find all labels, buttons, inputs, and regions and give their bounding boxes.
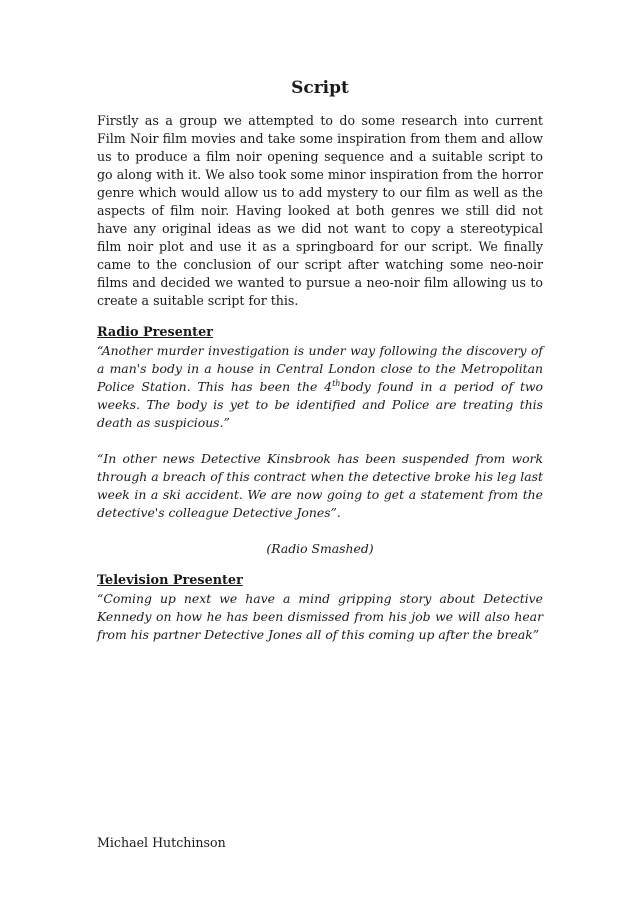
radio-presenter-heading: Radio Presenter — [97, 325, 213, 340]
television-presenter-heading: Television Presenter — [97, 573, 243, 588]
television-quote: “Coming up next we have a mind gripping story about Detective Kennedy on how he has been dismissed from his job we will also hear from his partner Detective Jones all of this coming up after the break” — [97, 591, 543, 642]
footer-author: Michael Hutchinson — [97, 835, 226, 850]
page-title: Script — [291, 78, 349, 98]
document-body — [97, 78, 543, 644]
ordinal-suffix: th — [332, 378, 341, 388]
intro-paragraph: Firstly as a group we attempted to do some research into current Film Noir film movies and take some inspiration from them and allow us to produce a film noir opening sequence and a suitable script to go along with it. We also took some minor inspiration from the horror genre which would allow us to add mystery to our film as well as the aspects of film noir. Having looked at both genres we still did not have any original ideas as we did not want to copy a stereotypical film noir plot and use it as a springboard for our script. We finally came to the conclusion of our script after watching some neo-noir films and decided we wanted to pursue a neo-noir film allowing us to create a suitable script for this. — [97, 113, 543, 308]
stage-direction: (Radio Smashed) — [266, 541, 374, 556]
radio-quote-1 — [97, 342, 543, 432]
radio-quote-1-part1: “Another murder investigation is under way following the discovery of a man's body in a house in Central London close to the Metropolitan Police Station. This has been the 4 — [97, 343, 543, 394]
radio-quote-1-part2: body found in a period of two weeks. The body is yet to be identified and Police are treating this death as suspicious.” — [97, 379, 543, 430]
radio-quote-2: “In other news Detective Kinsbrook has been suspended from work through a breach of this contract when the detective broke his leg last week in a ski accident. We are now going to get a statement from the detective's colleague Detective Jones”. — [97, 451, 543, 520]
